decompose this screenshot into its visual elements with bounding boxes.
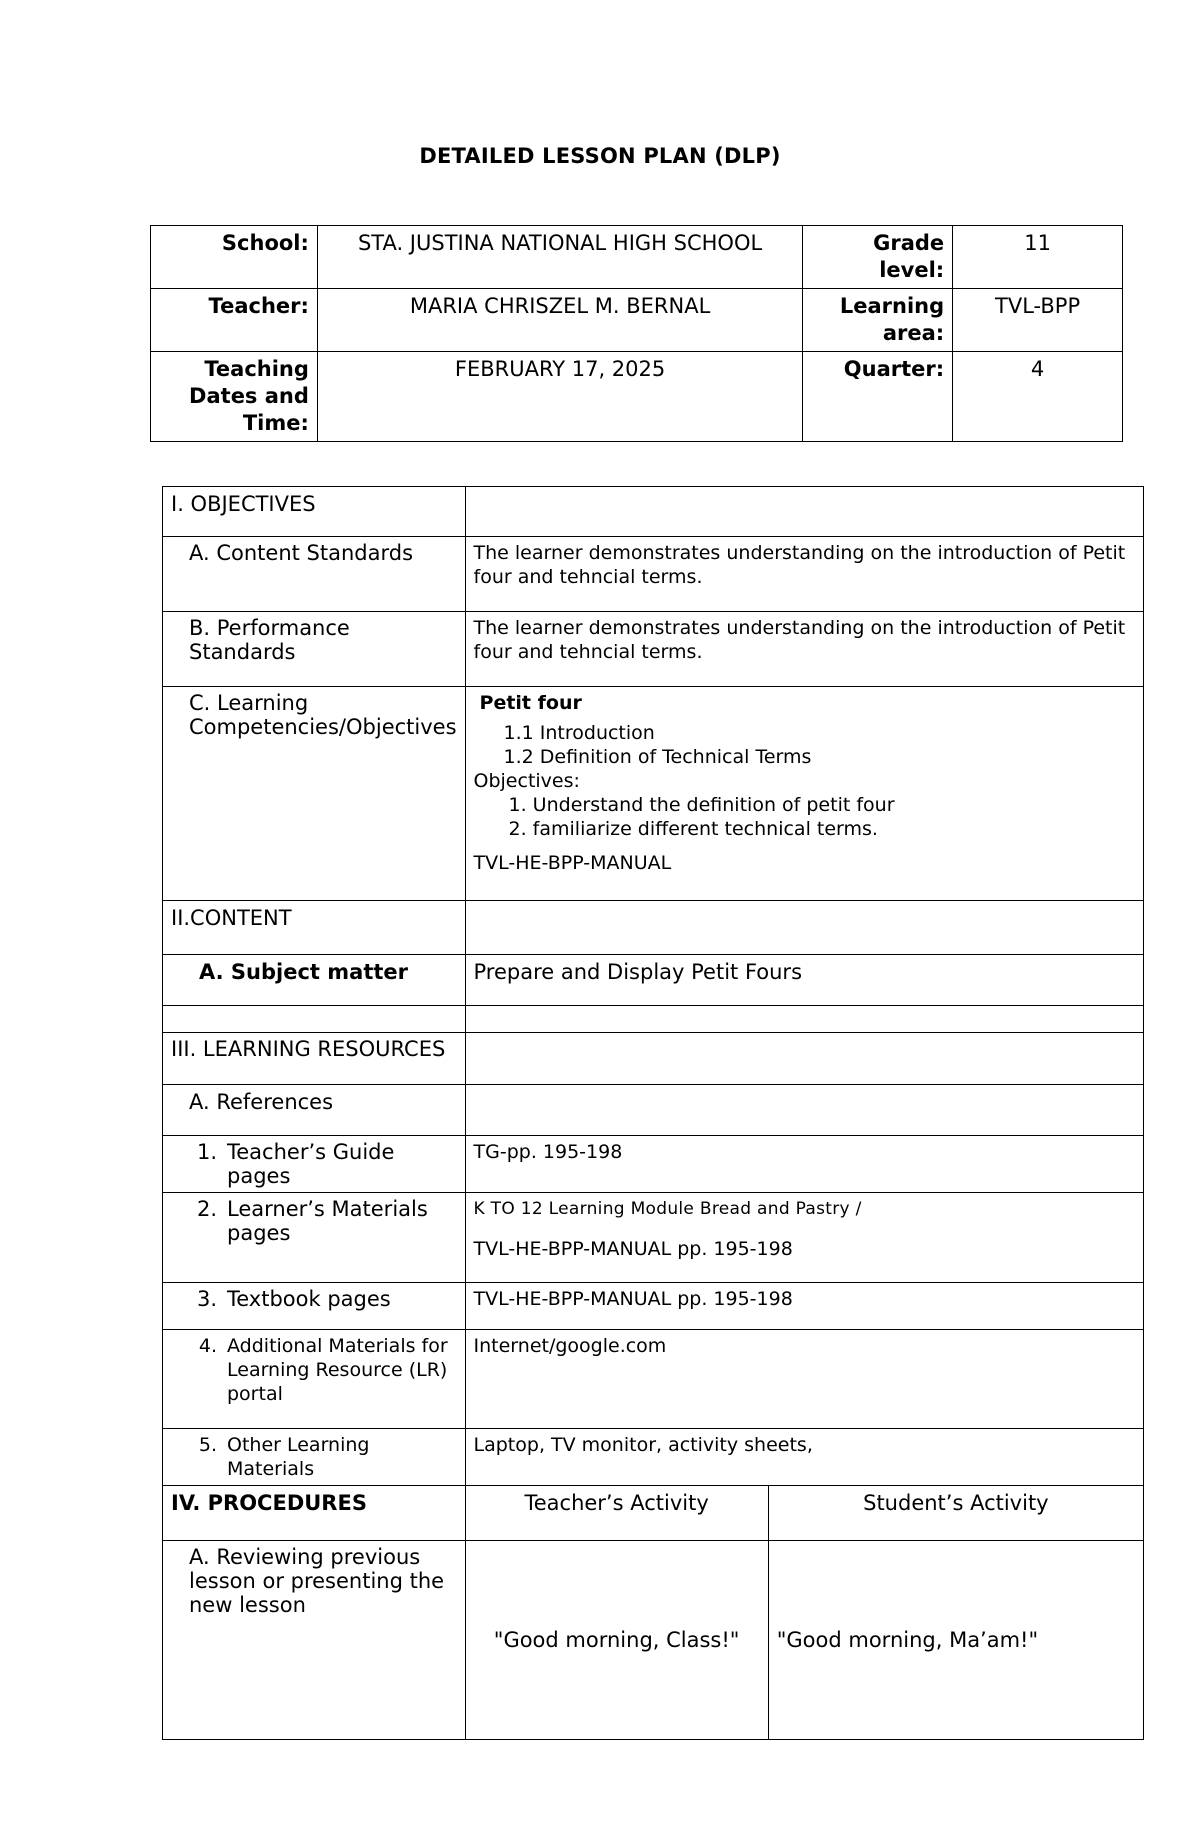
resource-number: 4. [198,1335,217,1357]
resource-label: Other Learning Materials [227,1434,370,1480]
resource-value: TVL-HE-BPP-MANUAL pp. 195-198 [465,1283,1143,1330]
resources-row [163,1033,1144,1085]
learning-area-label: Learning area: [803,289,953,352]
resource-row [163,1283,1144,1330]
procedures-heading: IV. PROCEDURES [163,1486,466,1541]
competencies-row [163,687,1144,901]
resource-row [163,1136,1144,1193]
quarter-label: Quarter: [803,352,953,442]
subject-matter-value: Prepare and Display Petit Fours [465,955,1143,1006]
curriculum-code: TVL-HE-BPP-MANUAL [473,852,672,874]
school-value: STA. JUSTINA NATIONAL HIGH SCHOOL [317,226,802,289]
content-standards-row [163,537,1144,612]
resource-value: TVL-HE-BPP-MANUAL pp. 195-198 [473,1238,793,1260]
objective-item: 2. familiarize different technical terms. [508,818,878,840]
header-table [150,225,1123,442]
resource-number: 1. [196,1140,217,1164]
references-row [163,1085,1144,1136]
subject-matter-row [163,955,1144,1006]
teacher-value: MARIA CHRISZEL M. BERNAL [317,289,802,352]
grade-label: Grade level: [803,226,953,289]
teaching-dates-label: Teaching Dates and Time: [151,352,318,442]
school-label: School: [151,226,318,289]
resource-label: Additional Materials for Learning Resource (LR) portal [227,1335,448,1405]
procedure-step-label: A. Reviewing previous lesson or presenting the new lesson [163,1541,466,1740]
objectives-label: Objectives: [473,770,580,792]
performance-standards-text: The learner demonstrates understanding on the introduction of Petit four and tehncial terms. [465,612,1143,687]
content-standards-text: The learner demonstrates understanding on the introduction of Petit four and tehncial terms. [465,537,1143,612]
page-title: DETAILED LESSON PLAN (DLP) [419,144,781,168]
student-activity-text: "Good morning, Ma’am!" [768,1541,1143,1740]
objectives-row [163,487,1144,537]
resource-value: Laptop, TV monitor, activity sheets, [465,1429,1143,1486]
resources-heading: III. LEARNING RESOURCES [163,1033,466,1085]
content-row [163,901,1144,955]
teaching-dates-value: FEBRUARY 17, 2025 [317,352,802,442]
student-activity-header: Student’s Activity [768,1486,1143,1541]
procedure-step-row [163,1541,1144,1740]
resource-value: K TO 12 Learning Module Bread and Pastry / [473,1199,862,1219]
performance-standards-label: B. Performance Standards [163,612,466,687]
resource-value: Internet/google.com [465,1330,1143,1429]
subtopic-item: 1.1 Introduction [503,722,655,744]
resource-number: 2. [196,1197,217,1221]
spacer-row [163,1006,1144,1033]
content-standards-label: A. Content Standards [163,537,466,612]
resource-row [163,1193,1144,1283]
teacher-activity-text: "Good morning, Class!" [465,1541,768,1740]
quarter-value: 4 [953,352,1123,442]
subtopic-item: 1.2 Definition of Technical Terms [503,746,812,768]
references-label: A. References [163,1085,466,1136]
lesson-plan-table [162,486,1144,1740]
subject-matter-label: A. Subject matter [163,955,466,1006]
performance-standards-row [163,612,1144,687]
resource-row [163,1429,1144,1486]
resource-number: 3. [196,1287,217,1311]
teacher-activity-header: Teacher’s Activity [465,1486,768,1541]
objectives-heading: I. OBJECTIVES [163,487,466,537]
teacher-label: Teacher: [151,289,318,352]
topic-title: Petit four [479,692,582,714]
learning-area-value: TVL-BPP [953,289,1123,352]
resource-label: Textbook pages [227,1287,391,1311]
resource-value: TG-pp. 195-198 [465,1136,1143,1193]
grade-value: 11 [953,226,1123,289]
procedures-header-row [163,1486,1144,1541]
resource-row [163,1330,1144,1429]
objective-item: 1. Understand the definition of petit four [508,794,895,816]
resource-number: 5. [198,1434,217,1456]
competencies-label: C. Learning Competencies/Objectives [163,687,466,901]
resource-label: Teacher’s Guide pages [227,1140,395,1188]
content-heading: II.CONTENT [163,901,466,955]
resource-label: Learner’s Materials pages [227,1197,428,1245]
